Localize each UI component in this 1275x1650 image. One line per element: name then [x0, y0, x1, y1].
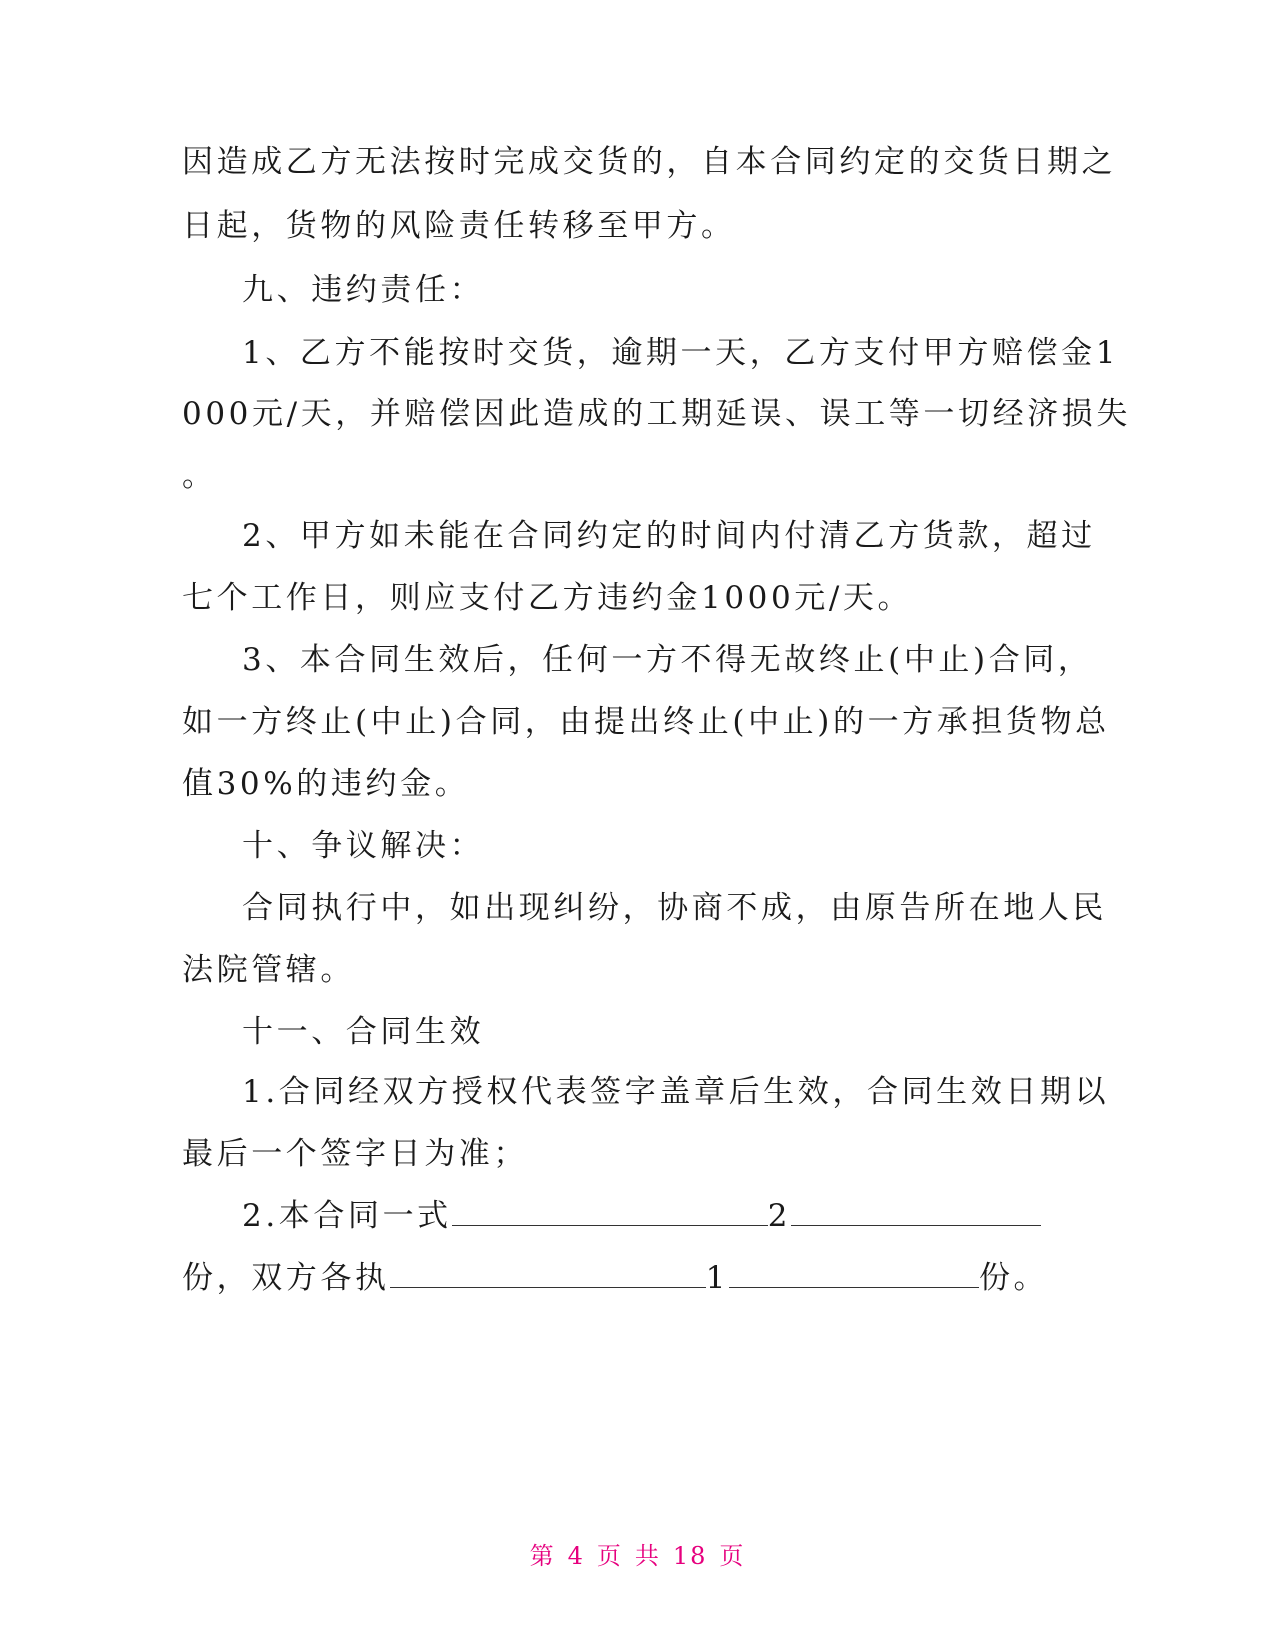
- blank-underline: [729, 1259, 979, 1288]
- blank-underline: [390, 1259, 706, 1288]
- copies-line: [242, 1196, 1041, 1236]
- each-value: 1: [705, 1260, 729, 1296]
- each-prefix: 份，双方各执: [182, 1260, 390, 1296]
- text-line: 2、甲方如未能在合同约定的时间内付清乙方货款，超过: [242, 518, 1096, 554]
- text-line: 法院管辖。: [182, 952, 355, 988]
- footer-word: 页: [719, 1542, 746, 1570]
- text-line: 000元/天，并赔偿因此造成的工期延误、误工等一切经济损失: [182, 396, 1132, 432]
- current-page-number: 4: [567, 1542, 585, 1570]
- each-line: [182, 1258, 1048, 1298]
- copies-prefix: 2.本合同一式: [242, 1198, 452, 1234]
- section-heading: 九、违约责任：: [242, 272, 485, 308]
- blank-underline: [791, 1197, 1041, 1226]
- text-line: 七个工作日，则应支付乙方违约金1000元/天。: [182, 580, 913, 616]
- text-line: 。: [182, 458, 217, 494]
- page-footer: [0, 1536, 1275, 1571]
- text-line: 日起，货物的风险责任转移至甲方。: [182, 208, 736, 244]
- text-line: 合同执行中，如出现纠纷，协商不成，由原告所在地人民: [242, 890, 1107, 926]
- section-heading: 十、争议解决：: [242, 828, 485, 864]
- text-line: 1、乙方不能按时交货，逾期一天，乙方支付甲方赔偿金1: [242, 335, 1120, 371]
- each-suffix: 份。: [978, 1260, 1049, 1296]
- text-line: 1.合同经双方授权代表签字盖章后生效，合同生效日期以: [242, 1074, 1110, 1110]
- total-page-count: 18: [672, 1542, 708, 1570]
- text-line: 3、本合同生效后，任何一方不得无故终止(中止)合同，: [242, 642, 1093, 678]
- text-line: 最后一个签字日为准；: [182, 1136, 528, 1172]
- text-line: 值30%的违约金。: [182, 766, 470, 802]
- copies-value: 2: [767, 1198, 792, 1234]
- section-heading: 十一、合同生效: [242, 1014, 485, 1050]
- text-line: 因造成乙方无法按时完成交货的，自本合同约定的交货日期之: [182, 144, 1117, 180]
- blank-underline: [452, 1197, 768, 1226]
- footer-word: 第: [529, 1542, 556, 1570]
- footer-word: 页: [596, 1542, 623, 1570]
- footer-word: 共: [634, 1542, 661, 1570]
- text-line: 如一方终止(中止)合同，由提出终止(中止)的一方承担货物总: [182, 704, 1110, 740]
